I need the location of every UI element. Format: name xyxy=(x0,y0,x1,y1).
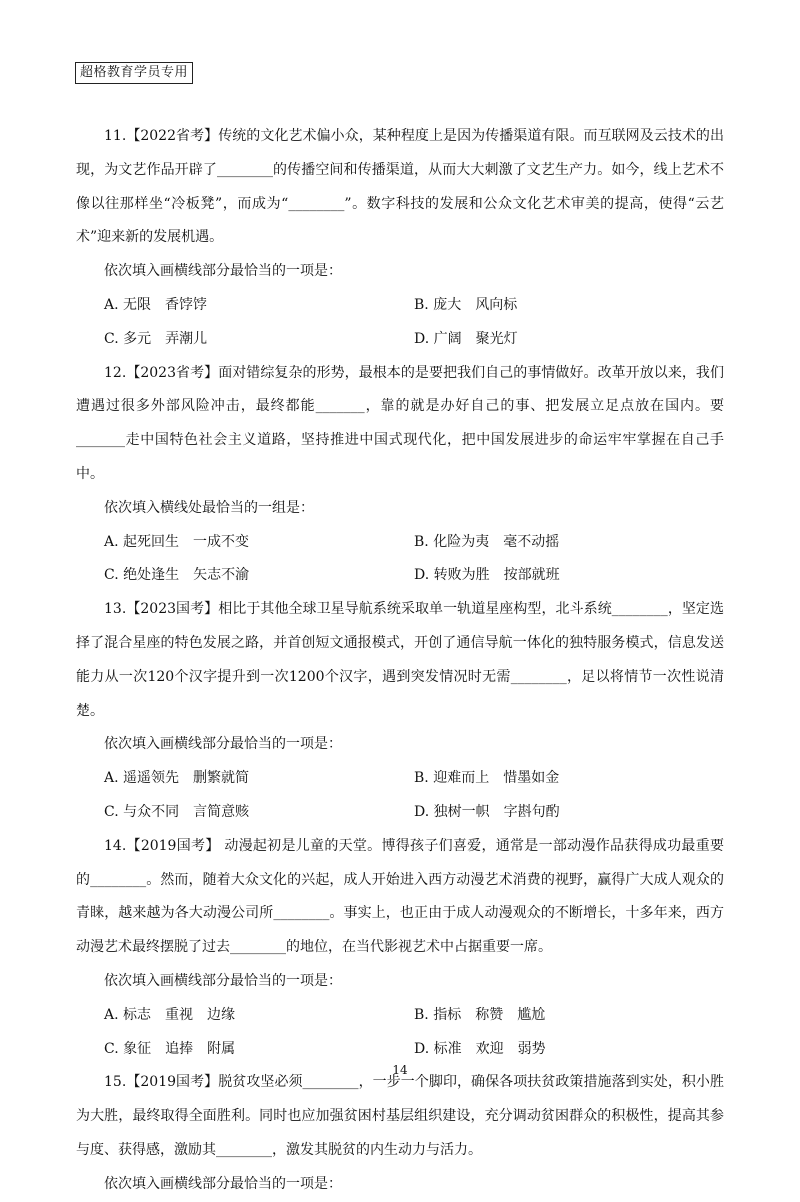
option-b: B. 迎难而上 惜墨如金 xyxy=(414,770,560,787)
option-d: D. 标准 欢迎 弱势 xyxy=(414,1040,546,1057)
question-prompt: 依次填入画横线部分最恰当的一项是： xyxy=(104,972,342,989)
option-a: A. 标志 重视 边缘 xyxy=(104,1006,236,1023)
question-14 xyxy=(76,830,724,1067)
question-prompt: 依次填入横线处最恰当的一组是： xyxy=(104,499,314,516)
question-13 xyxy=(76,593,724,830)
question-stem: 13.【2023国考】相比于其他全球卫星导航系统采取单一轨道星座构型，北斗系统________，坚定选择了混合星座的特色发展之路，并首创短文通报模式，开创了通信导航一体化的独特服务模式，信息发送能力从一次120个汉字提升到一次1200个汉字，遇到突发情况时无需________，足以将情节一次性说清楚。 xyxy=(76,601,724,719)
option-c: C. 象征 追捧 附属 xyxy=(104,1040,236,1057)
option-a: A. 无限 香饽饽 xyxy=(104,296,208,313)
option-b: B. 庞大 风向标 xyxy=(414,296,518,313)
page-number: 14 xyxy=(392,1063,408,1077)
option-d: D. 独树一帜 字斟句酌 xyxy=(414,803,560,820)
option-b: B. 化险为夷 毫不动摇 xyxy=(414,533,560,550)
option-c: C. 与众不同 言简意赅 xyxy=(104,803,250,820)
question-prompt: 依次填入画横线部分最恰当的一项是： xyxy=(104,263,342,280)
option-c: C. 多元 弄潮儿 xyxy=(104,330,208,347)
header-label: 超格教育学员专用 xyxy=(75,62,193,84)
question-stem: 14.【2019国考】 动漫起初是儿童的天堂。博得孩子们喜爱，通常是一部动漫作品获得成功最重要的________。然而，随着大众文化的兴起，成人开始进入西方动漫艺术消费的视野，赢得广大成人观众的青睐，越来越为各大动漫公司所________。事实上，也正由于成人动漫观众的不断增长，十多年来，西方动漫艺术最终摆脱了过去________的地位，在当代影视艺术中占据重要一席。 xyxy=(76,837,724,956)
options xyxy=(76,762,724,830)
question-prompt: 依次填入画横线部分最恰当的一项是： xyxy=(104,736,342,753)
question-11 xyxy=(76,120,724,357)
question-stem: 11.【2022省考】传统的文化艺术偏小众，某种程度上是因为传播渠道有限。而互联网及云技术的出现，为文艺作品开辟了________的传播空间和传播渠道，从而大大刺激了文艺生产力。如今，线上艺术不像以往那样坐“冷板凳”，而成为“________”。数字科技的发展和公众文化艺术审美的提高，使得“云艺术”迎来新的发展机遇。 xyxy=(76,128,724,246)
options xyxy=(76,526,724,594)
question-stem: 12.【2023省考】面对错综复杂的形势，最根本的是要把我们自己的事情做好。改革开放以来，我们遭遇过很多外部风险冲击，最终都能_______，靠的就是办好自己的事、把发展立足点放在国内。要_______走中国特色社会主义道路，坚持推进中国式现代化，把中国发展进步的命运牢牢掌握在自己手中。 xyxy=(76,364,724,482)
option-d: D. 广阔 聚光灯 xyxy=(414,330,518,347)
option-b: B. 指标 称赞 尴尬 xyxy=(414,1006,546,1023)
options xyxy=(76,289,724,357)
option-c: C. 绝处逢生 矢志不渝 xyxy=(104,567,250,584)
question-list xyxy=(76,120,724,1202)
option-d: D. 转败为胜 按部就班 xyxy=(414,567,560,584)
question-15 xyxy=(76,1066,724,1201)
option-a: A. 起死回生 一成不变 xyxy=(104,533,250,550)
option-a: A. 遥遥领先 删繁就简 xyxy=(104,770,250,787)
question-prompt: 依次填入画横线部分最恰当的一项是： xyxy=(104,1175,342,1192)
question-stem: 15.【2019国考】脱贫攻坚必须________，一步一个脚印，确保各项扶贫政策措施落到实处，积小胜为大胜，最终取得全面胜利。同时也应加强贫困村基层组织建设，充分调动贫困群众的积极性，提高其参与度、获得感，激励其________，激发其脱贫的内生动力与活力。 xyxy=(76,1074,724,1158)
question-12 xyxy=(76,357,724,594)
options xyxy=(76,999,724,1067)
